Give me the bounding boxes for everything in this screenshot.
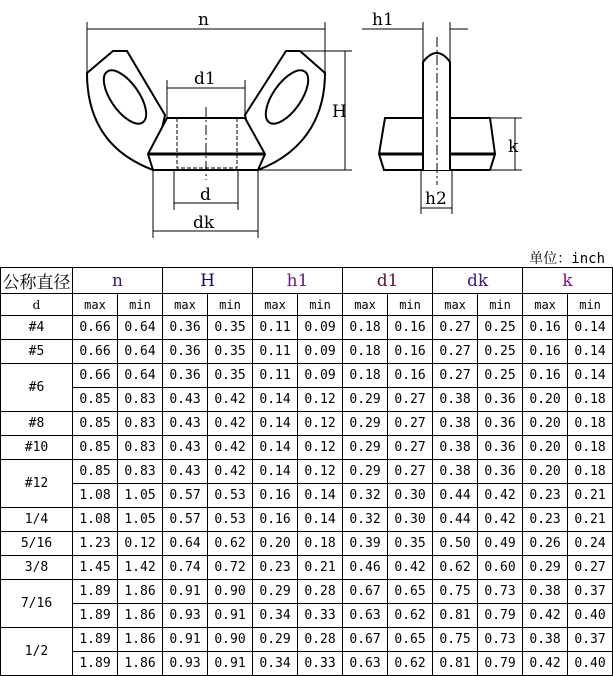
column-header-3: d1 [343,268,433,294]
value-cell: 0.24 [568,532,613,556]
size-cell: #12 [1,460,73,508]
value-cell: 0.16 [388,316,433,340]
value-cell: 0.49 [478,532,523,556]
dim-dk-label: dk [193,213,215,233]
value-cell: 0.40 [568,652,613,676]
value-cell: 0.42 [523,604,568,628]
value-cell: 0.62 [433,556,478,580]
value-cell: 1.86 [118,652,163,676]
value-cell: 1.89 [73,580,118,604]
value-cell: 0.32 [343,484,388,508]
max-header: max [433,294,478,316]
table-row [1,484,613,508]
value-cell: 0.39 [343,532,388,556]
value-cell: 0.35 [208,340,253,364]
value-cell: 0.38 [433,388,478,412]
value-cell: 0.29 [343,388,388,412]
column-header-0: n [73,268,163,294]
value-cell: 0.65 [388,628,433,652]
table-row [1,508,613,532]
value-cell: 0.14 [298,484,343,508]
value-cell: 0.27 [388,436,433,460]
value-cell: 0.29 [253,580,298,604]
value-cell: 0.27 [433,316,478,340]
value-cell: 0.16 [523,340,568,364]
value-cell: 0.42 [478,484,523,508]
wing-nut-drawing [0,0,613,245]
size-cell: #5 [1,340,73,364]
dim-k-label: k [508,137,519,157]
value-cell: 0.64 [118,316,163,340]
value-cell: 0.91 [208,604,253,628]
value-cell: 0.14 [568,340,613,364]
value-cell: 0.53 [208,508,253,532]
value-cell: 0.75 [433,628,478,652]
value-cell: 0.38 [523,628,568,652]
value-cell: 1.42 [118,556,163,580]
value-cell: 0.20 [523,388,568,412]
value-cell: 0.12 [298,436,343,460]
value-cell: 0.42 [208,436,253,460]
value-cell: 0.25 [478,316,523,340]
value-cell: 0.91 [163,580,208,604]
table-row [1,628,613,652]
value-cell: 0.09 [298,316,343,340]
value-cell: 0.63 [343,652,388,676]
value-cell: 1.86 [118,604,163,628]
value-cell: 0.81 [433,652,478,676]
value-cell: 0.67 [343,628,388,652]
value-cell: 0.09 [298,364,343,388]
value-cell: 0.62 [208,532,253,556]
value-cell: 0.64 [118,340,163,364]
value-cell: 0.20 [523,436,568,460]
value-cell: 0.38 [523,580,568,604]
value-cell: 0.42 [478,508,523,532]
dim-H-label: H [332,102,347,122]
value-cell: 0.25 [478,364,523,388]
nominal-symbol: d [1,294,73,316]
size-cell: 1/2 [1,628,73,676]
value-cell: 0.18 [568,388,613,412]
value-cell: 0.16 [388,364,433,388]
value-cell: 0.29 [253,628,298,652]
value-cell: 0.16 [388,340,433,364]
value-cell: 0.85 [73,436,118,460]
table-row [1,532,613,556]
table-row [1,580,613,604]
dimensions-table [0,267,613,676]
column-header-5: k [523,268,613,294]
value-cell: 0.12 [298,412,343,436]
value-cell: 0.35 [388,532,433,556]
value-cell: 0.27 [433,340,478,364]
table-row [1,364,613,388]
value-cell: 1.08 [73,508,118,532]
value-cell: 1.89 [73,628,118,652]
value-cell: 0.14 [253,388,298,412]
column-header-1: H [163,268,253,294]
value-cell: 0.57 [163,508,208,532]
value-cell: 0.35 [208,316,253,340]
value-cell: 0.73 [478,580,523,604]
value-cell: 0.90 [208,628,253,652]
table-row [1,316,613,340]
value-cell: 0.16 [523,316,568,340]
left-wing-hole [96,64,154,131]
table-row [1,412,613,436]
value-cell: 0.42 [208,412,253,436]
value-cell: 0.27 [568,556,613,580]
size-cell: #8 [1,412,73,436]
value-cell: 0.14 [298,508,343,532]
value-cell: 0.91 [208,652,253,676]
value-cell: 0.28 [298,628,343,652]
value-cell: 1.89 [73,652,118,676]
value-cell: 0.73 [478,628,523,652]
column-header-2: h1 [253,268,343,294]
size-cell: #6 [1,364,73,412]
value-cell: 0.36 [478,460,523,484]
value-cell: 0.32 [343,508,388,532]
value-cell: 0.38 [433,460,478,484]
value-cell: 0.33 [298,604,343,628]
value-cell: 0.64 [118,364,163,388]
table-row [1,652,613,676]
dim-d1-label: d1 [194,69,216,89]
size-cell: 5/16 [1,532,73,556]
value-cell: 1.45 [73,556,118,580]
value-cell: 0.44 [433,484,478,508]
size-cell: #4 [1,316,73,340]
value-cell: 0.33 [298,652,343,676]
nominal-diameter-header: 公称直径 [1,268,73,294]
value-cell: 0.66 [73,364,118,388]
value-cell: 0.14 [568,364,613,388]
min-header: min [388,294,433,316]
value-cell: 0.11 [253,316,298,340]
value-cell: 0.14 [253,460,298,484]
value-cell: 0.28 [298,580,343,604]
value-cell: 0.34 [253,652,298,676]
value-cell: 0.85 [73,412,118,436]
value-cell: 0.21 [568,508,613,532]
value-cell: 0.64 [163,532,208,556]
value-cell: 0.57 [163,484,208,508]
table-row [1,556,613,580]
value-cell: 0.16 [253,508,298,532]
value-cell: 0.14 [253,412,298,436]
value-cell: 0.79 [478,652,523,676]
value-cell: 0.18 [298,532,343,556]
value-cell: 1.89 [73,604,118,628]
value-cell: 0.23 [253,556,298,580]
value-cell: 0.36 [163,316,208,340]
value-cell: 0.12 [118,532,163,556]
value-cell: 0.42 [208,388,253,412]
value-cell: 0.26 [523,532,568,556]
value-cell: 0.93 [163,604,208,628]
value-cell: 0.67 [343,580,388,604]
value-cell: 0.35 [208,364,253,388]
value-cell: 0.83 [118,388,163,412]
max-header: max [73,294,118,316]
value-cell: 0.11 [253,340,298,364]
value-cell: 0.27 [433,364,478,388]
value-cell: 0.18 [568,436,613,460]
value-cell: 0.91 [163,628,208,652]
value-cell: 0.37 [568,580,613,604]
value-cell: 0.27 [388,460,433,484]
value-cell: 0.62 [388,652,433,676]
value-cell: 1.08 [73,484,118,508]
dim-h2-label: h2 [425,189,447,209]
value-cell: 0.50 [433,532,478,556]
value-cell: 0.27 [388,412,433,436]
value-cell: 0.85 [73,388,118,412]
value-cell: 0.93 [163,652,208,676]
value-cell: 0.36 [478,436,523,460]
value-cell: 0.74 [163,556,208,580]
value-cell: 1.23 [73,532,118,556]
value-cell: 0.53 [208,484,253,508]
size-cell: 1/4 [1,508,73,532]
value-cell: 0.75 [433,580,478,604]
dim-n-label: n [198,10,209,30]
value-cell: 0.21 [298,556,343,580]
value-cell: 0.34 [253,604,298,628]
value-cell: 0.36 [478,412,523,436]
value-cell: 0.36 [163,340,208,364]
value-cell: 0.20 [523,460,568,484]
value-cell: 0.18 [343,340,388,364]
max-header: max [343,294,388,316]
value-cell: 0.90 [208,580,253,604]
value-cell: 1.05 [118,508,163,532]
value-cell: 0.23 [523,508,568,532]
value-cell: 0.36 [478,388,523,412]
value-cell: 0.65 [388,580,433,604]
value-cell: 0.85 [73,460,118,484]
table-row [1,388,613,412]
value-cell: 0.18 [343,364,388,388]
value-cell: 0.12 [298,460,343,484]
value-cell: 0.18 [568,412,613,436]
value-cell: 0.83 [118,412,163,436]
value-cell: 0.09 [298,340,343,364]
table-row [1,340,613,364]
value-cell: 0.63 [343,604,388,628]
value-cell: 0.83 [118,436,163,460]
max-header: max [523,294,568,316]
max-header: max [253,294,298,316]
value-cell: 0.40 [568,604,613,628]
value-cell: 0.66 [73,316,118,340]
dim-h1-label: h1 [372,10,394,30]
value-cell: 1.86 [118,580,163,604]
size-cell: 7/16 [1,580,73,628]
value-cell: 0.18 [343,316,388,340]
max-header: max [163,294,208,316]
value-cell: 0.62 [388,604,433,628]
value-cell: 0.44 [433,508,478,532]
value-cell: 0.20 [253,532,298,556]
value-cell: 0.79 [478,604,523,628]
value-cell: 0.66 [73,340,118,364]
value-cell: 0.29 [523,556,568,580]
value-cell: 0.11 [253,364,298,388]
size-cell: 3/8 [1,556,73,580]
value-cell: 0.81 [433,604,478,628]
value-cell: 0.30 [388,508,433,532]
value-cell: 0.18 [568,460,613,484]
column-header-4: dk [433,268,523,294]
value-cell: 0.23 [523,484,568,508]
table-row [1,436,613,460]
table-row [1,460,613,484]
size-cell: #10 [1,436,73,460]
value-cell: 0.37 [568,628,613,652]
value-cell: 0.42 [523,652,568,676]
min-header: min [568,294,613,316]
value-cell: 0.27 [388,388,433,412]
value-cell: 0.72 [208,556,253,580]
right-wing-hole [258,64,316,131]
value-cell: 0.20 [523,412,568,436]
min-header: min [118,294,163,316]
value-cell: 0.29 [343,436,388,460]
table-row [1,604,613,628]
value-cell: 0.14 [568,316,613,340]
value-cell: 1.86 [118,628,163,652]
value-cell: 0.36 [163,364,208,388]
value-cell: 0.43 [163,412,208,436]
value-cell: 0.42 [208,460,253,484]
value-cell: 0.43 [163,388,208,412]
value-cell: 0.38 [433,436,478,460]
value-cell: 0.30 [388,484,433,508]
value-cell: 0.25 [478,340,523,364]
value-cell: 0.16 [523,364,568,388]
value-cell: 0.29 [343,460,388,484]
value-cell: 0.83 [118,460,163,484]
value-cell: 0.46 [343,556,388,580]
value-cell: 1.05 [118,484,163,508]
value-cell: 0.29 [343,412,388,436]
min-header: min [208,294,253,316]
unit-label: 单位：inch [529,251,605,267]
value-cell: 0.21 [568,484,613,508]
value-cell: 0.38 [433,412,478,436]
value-cell: 0.12 [298,388,343,412]
value-cell: 0.43 [163,436,208,460]
min-header: min [478,294,523,316]
dim-d-label: d [200,185,211,205]
min-header: min [298,294,343,316]
value-cell: 0.60 [478,556,523,580]
value-cell: 0.43 [163,460,208,484]
value-cell: 0.14 [253,436,298,460]
value-cell: 0.42 [388,556,433,580]
value-cell: 0.16 [253,484,298,508]
